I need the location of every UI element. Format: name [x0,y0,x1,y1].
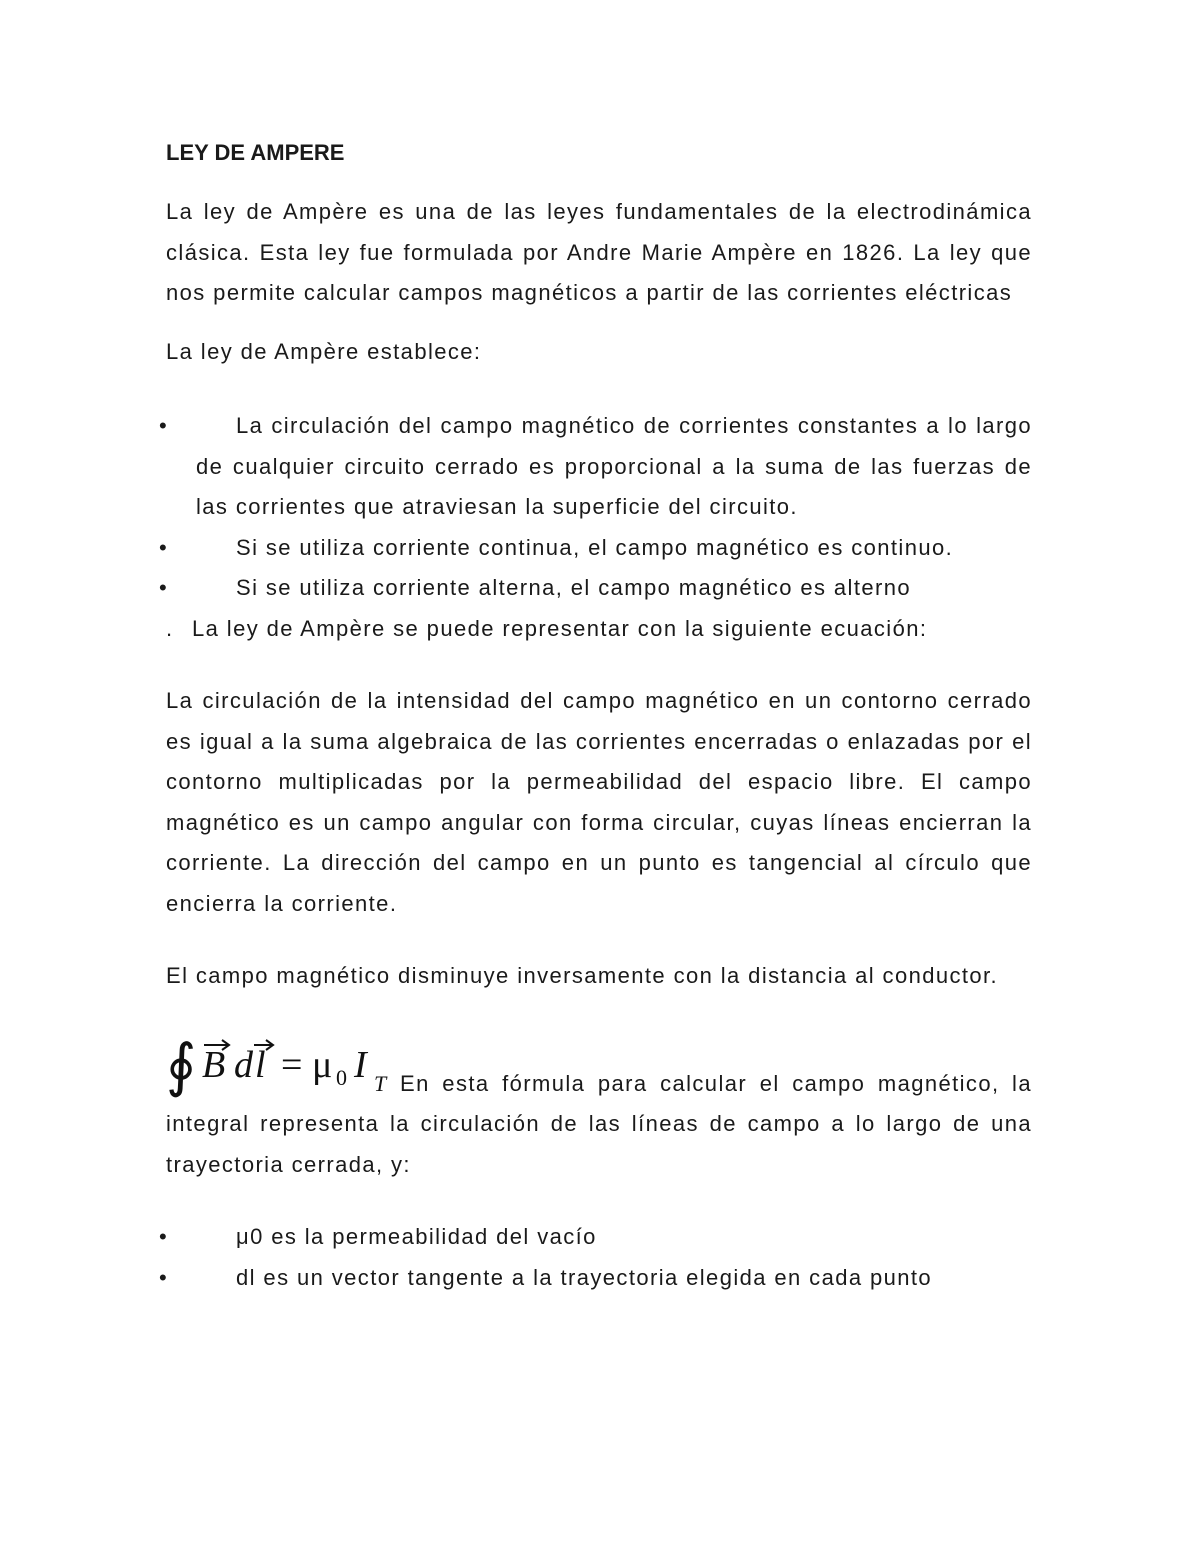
list-item [159,406,1032,528]
equation-intro [166,609,1032,650]
formula-paragraph [166,1033,1032,1186]
list-item-text: μ0 es la permeabilidad del vacío [236,1224,597,1249]
formula-mu: μ [312,1043,334,1086]
decrease-paragraph: El campo magnético disminuye inversamente con la distancia al conductor. [166,963,999,988]
formula-i-sub: T [374,1070,388,1096]
list-item [159,568,1032,609]
formula-text: En esta fórmula para calcular el campo magnético, la integral representa la circulación de las líneas de campo a lo largo de una trayectoria cerrada, y: [166,1070,1032,1177]
circulation-paragraph: La circulación de la intensidad del campo magnético en un contorno cerrado es igual a la suma algebraica de las corrientes encerradas o enlazadas por el contorno multiplicadas por la permeabilidad del espacio libre. El campo magnético es un campo angular con forma circular, cuyas líneas encierran la corriente. La dirección del campo en un punto es tangencial al círculo que encierra la corriente. [166,688,1032,916]
bullet-icon: • [159,575,169,600]
bullet-icon: • [159,413,169,438]
formula-l: l [255,1043,267,1086]
formula-b: B [202,1043,227,1086]
list-item-text: dl es un vector tangente a la trayectoria elegida en cada punto [236,1264,933,1290]
page-title: LEY DE AMPERE [166,140,345,165]
formula-mu-sub: 0 [336,1064,349,1090]
ampere-formula [166,1033,396,1099]
bullet-icon: • [159,1264,169,1290]
integral-symbol: ∮ [166,1032,198,1098]
list-item-text: La circulación del campo magnético de corrientes constantes a lo largo de cualquier circuito cerrado es proporcional a la suma de las fuerzas de las corrientes que atraviesan la superficie del circuito. [196,413,1032,519]
list-item [159,1217,1032,1258]
document-page [159,138,1032,1298]
list-item [159,528,1032,569]
bullet-icon: • [159,534,169,560]
definitions-list [159,1217,1032,1298]
intro-paragraph: La ley de Ampère es una de las leyes fundamentales de la electrodinámica clásica. Esta ley fue formulada por Andre Marie Ampère en 1826. La ley que nos permite calcular campos magnéticos a partir de las corrientes eléctricas [166,199,1032,305]
establece-paragraph: La ley de Ampère establece: [166,338,482,364]
statement-list [159,406,1032,609]
list-item [159,1258,1032,1299]
equation-lead-dot: . [166,615,174,641]
formula-d: d [234,1043,255,1086]
list-item-text: Si se utiliza corriente continua, el campo magnético es continuo. [236,534,954,560]
formula-i: I [354,1043,369,1086]
formula-equals: = [281,1043,304,1086]
bullet-icon: • [159,1224,169,1249]
list-item-text: Si se utiliza corriente alterna, el campo magnético es alterno [236,575,911,600]
equation-intro-text: La ley de Ampère se puede representar con la siguiente ecuación: [192,615,928,641]
